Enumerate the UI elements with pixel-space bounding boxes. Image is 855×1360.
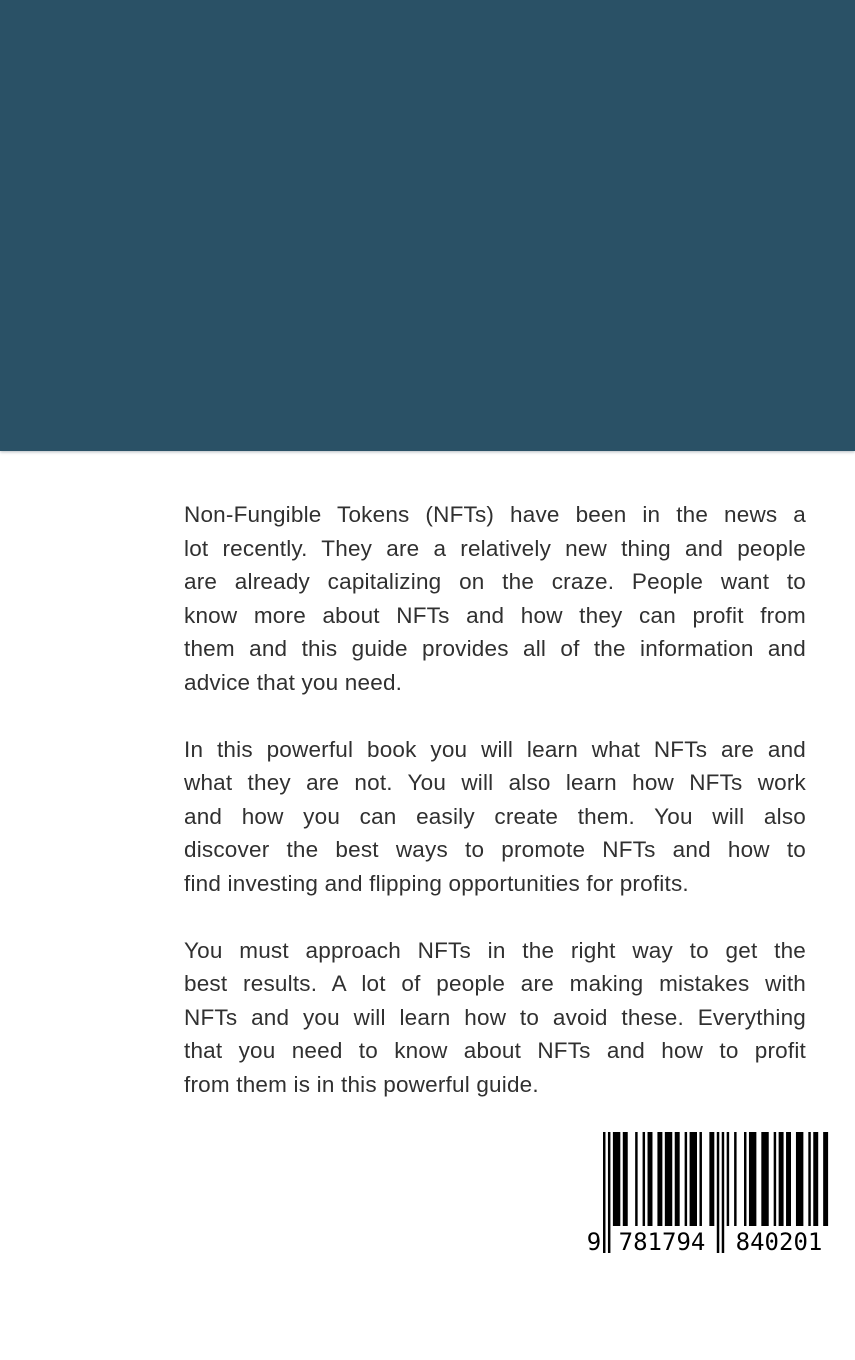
- text-line: discover the best ways to promote NFTs and how to: [184, 837, 806, 862]
- isbn-right-digits: 840201: [735, 1228, 823, 1256]
- text-line: best results. A lot of people are making mistakes with: [184, 971, 806, 996]
- paragraph: [184, 733, 806, 901]
- isbn-prefix-digit: 9: [586, 1228, 602, 1256]
- text-line: advice that you need.: [184, 669, 403, 695]
- text-line: You must approach NFTs in the right way to get the: [184, 937, 806, 963]
- text-line: that you need to know about NFTs and how to profit: [184, 1038, 806, 1063]
- text-line: In this powerful book you will learn what NFTs are and: [184, 736, 806, 762]
- text-line: NFTs and you will learn how to avoid these. Everything: [184, 1004, 806, 1030]
- text-line: Non-Fungible Tokens (NFTs) have been in the news a: [184, 502, 806, 527]
- text-line: them and this guide provides all of the information and: [184, 636, 806, 661]
- text-line: find investing and flipping opportunities for profits.: [184, 870, 689, 896]
- back-cover-text: [184, 498, 806, 1101]
- paragraph: [184, 934, 806, 1102]
- text-line: and how you can easily create them. You will also: [184, 803, 806, 829]
- cover-top-panel: [0, 0, 855, 451]
- text-line: what they are not. You will also learn how NFTs work: [184, 770, 806, 795]
- isbn-barcode: [587, 1132, 838, 1256]
- text-line: are already capitalizing on the craze. People want to: [184, 569, 806, 594]
- text-line: lot recently. They are a relatively new thing and people: [184, 535, 806, 561]
- text-line: from them is in this powerful guide.: [184, 1071, 539, 1097]
- text-line: know more about NFTs and how they can profit from: [184, 602, 806, 628]
- isbn-left-digits: 781794: [618, 1228, 706, 1256]
- paragraph: [184, 498, 806, 699]
